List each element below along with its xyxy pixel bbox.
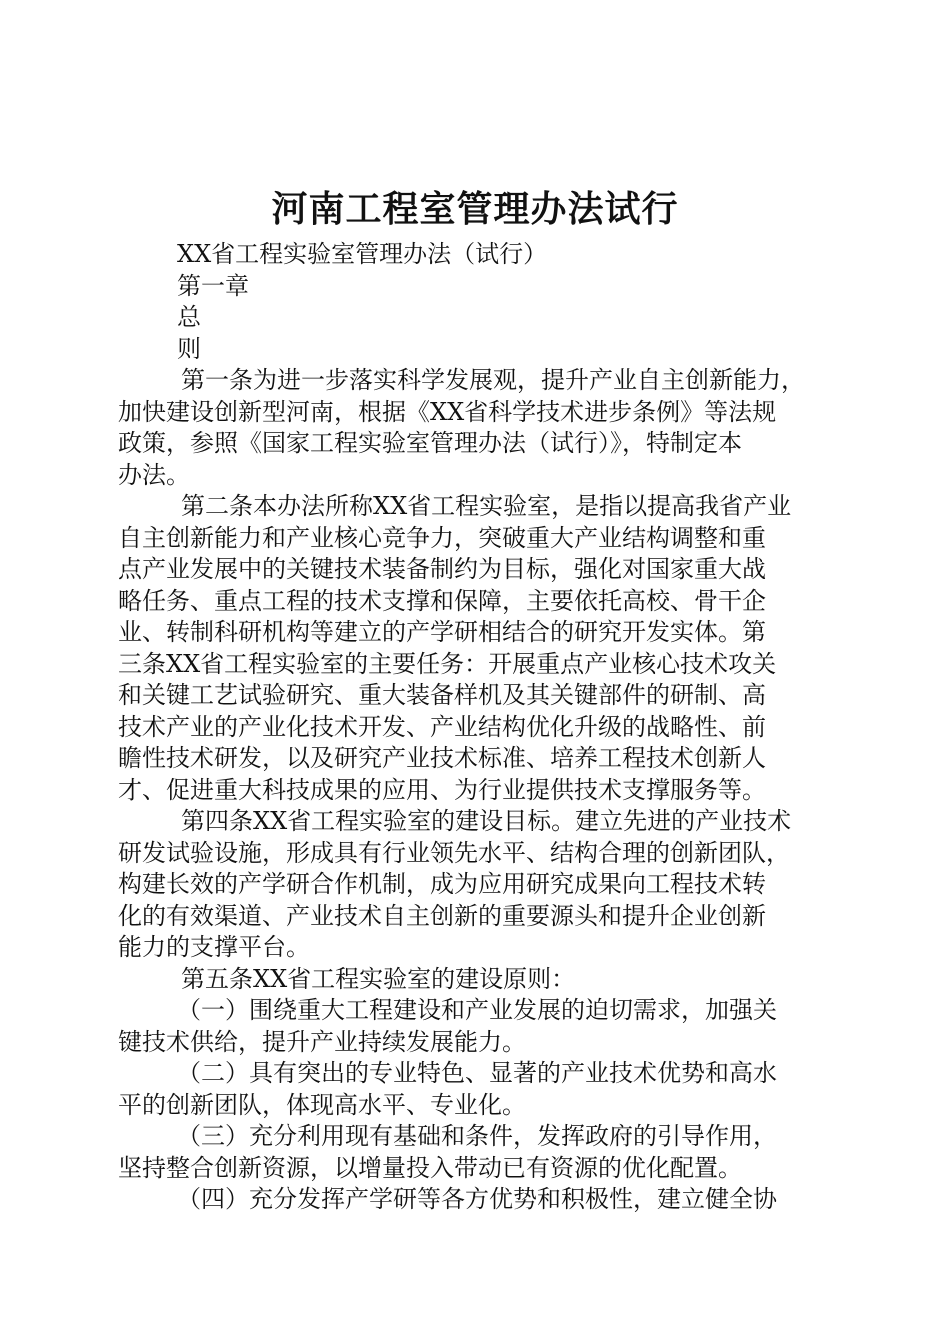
text-line: 构建长效的产学研合作机制，成为应用研究成果向工程技术转: [118, 870, 766, 898]
text-line: （二）具有突出的专业特色、显著的产业技术优势和高水: [177, 1059, 777, 1087]
text-line: 自主创新能力和产业核心竞争力，突破重大产业结构调整和重: [118, 523, 766, 552]
text-line: 总: [177, 303, 201, 331]
text-line: 键技术供给，提升产业持续发展能力。: [118, 1027, 526, 1056]
text-line: 办法。: [118, 460, 190, 489]
text-line: 能力的支撑平台。: [118, 933, 310, 961]
text-line: 第二条本办法所称XX省工程实验室，是指以提高我省产业: [181, 492, 792, 520]
text-line: 业、转制科研机构等建立的产学研相结合的研究开发实体。第: [118, 618, 766, 646]
text-line: 第五条XX省工程实验室的建设原则：: [181, 964, 576, 993]
text-line: 和关键工艺试验研究、重大装备样机及其关键部件的研制、高: [118, 681, 766, 709]
text-line: 第一章: [177, 271, 249, 300]
text-line: 点产业发展中的关键技术装备制约为目标，强化对国家重大战: [118, 555, 766, 583]
text-line: 技术产业的产业化技术开发、产业结构优化升级的战略性、前: [118, 712, 766, 741]
text-line: （四）充分发挥产学研等各方优势和积极性，建立健全协: [177, 1185, 777, 1213]
text-line: 研发试验设施，形成具有行业领先水平、结构合理的创新团队，: [118, 838, 790, 867]
document-title: 河南工程室管理办法试行: [271, 188, 679, 230]
text-line: 政策，参照《国家工程实验室管理办法（试行）》，特制定本: [118, 429, 742, 457]
text-line: 加快建设创新型河南，根据《XX省科学技术进步条例》等法规: [118, 397, 777, 426]
text-line: 化的有效渠道、产业技术自主创新的重要源头和提升企业创新: [118, 901, 766, 930]
text-line: 第四条XX省工程实验室的建设目标。建立先进的产业技术: [181, 807, 792, 835]
text-line: 第一条为进一步落实科学发展观，提升产业自主创新能力，: [181, 366, 805, 394]
text-line: 则: [177, 334, 201, 363]
document-body: [118, 239, 848, 1216]
text-line: 坚持整合创新资源，以增量投入带动已有资源的优化配置。: [118, 1153, 742, 1182]
text-line: 平的创新团队，体现高水平、专业化。: [118, 1090, 526, 1119]
text-line: 略任务、重点工程的技术支撑和保障，主要依托高校、骨干企: [118, 586, 766, 615]
text-line: XX省工程实验室管理办法（试行）: [177, 240, 548, 268]
text-line: 瞻性技术研发，以及研究产业技术标准、培养工程技术创新人: [118, 744, 766, 772]
text-line: 三条XX省工程实验室的主要任务：开展重点产业核心技术攻关: [118, 649, 777, 678]
text-line: （一）围绕重大工程建设和产业发展的迫切需求，加强关: [177, 996, 777, 1024]
text-line: 才、促进重大科技成果的应用、为行业提供技术支撑服务等。: [118, 775, 766, 804]
text-line: （三）充分利用现有基础和条件，发挥政府的引导作用，: [177, 1122, 777, 1150]
